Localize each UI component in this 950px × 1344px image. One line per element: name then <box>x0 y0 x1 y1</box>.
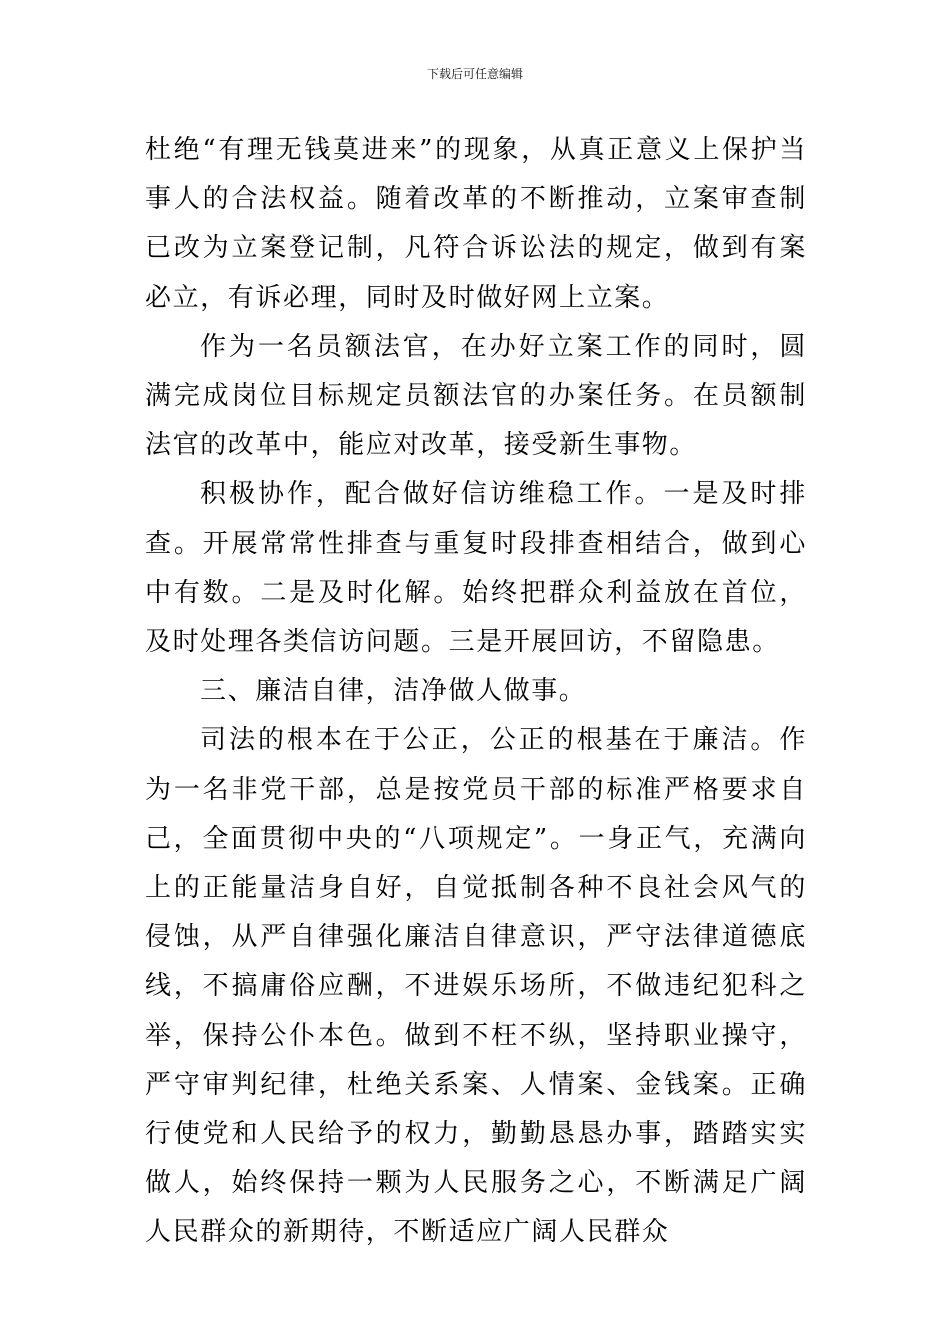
body-text <box>145 126 807 1258</box>
section-heading: 三、廉洁自律，洁净做人做事。 <box>200 676 587 707</box>
paragraph-1: 杜绝“有理无钱莫进来”的现象，从真正意义上保护当事人的合法权益。随着改革的不断推动，立案审查制已改为立案登记制，凡符合诉讼法的规定，做到有案必立，有诉必理，同时及时做好网上立案。 <box>145 135 807 313</box>
page-header: 下载后可任意编辑 <box>426 67 523 81</box>
paragraph-4: 司法的根本在于公正，公正的根基在于廉洁。作为一名非党干部，总是按党员干部的标准严格要求自己，全面贯彻中央的“八项规定”。一身正气，充满向上的正能量洁身自好，自觉抵制各种不良社会风气的侵蚀，从严自律强化廉洁自律意识，严守法律道德底线，不搞庸俗应酬，不进娱乐场所，不做违纪犯科之举，保持公仆本色。做到不枉不纵，坚持职业操守，严守审判纪律，杜绝关系案、人情案、金钱案。正确行使党和人民给予的权力，勤勤恳恳办事，踏踏实实做人，始终保持一颗为人民服务之心，不断满足广阔人民群众的新期待，不断适应广阔人民群众 <box>145 725 807 1248</box>
paragraph-3: 积极协作，配合做好信访维稳工作。一是及时排查。开展常常性排查与重复时段排查相结合，做到心中有数。二是及时化解。始终把群众利益放在首位，及时处理各类信访问题。三是开展回访，不留隐患。 <box>145 479 807 658</box>
paragraph-2: 作为一名员额法官，在办好立案工作的同时，圆满完成岗位目标规定员额法官的办案任务。在员额制法官的改革中，能应对改革，接受新生事物。 <box>145 331 807 461</box>
